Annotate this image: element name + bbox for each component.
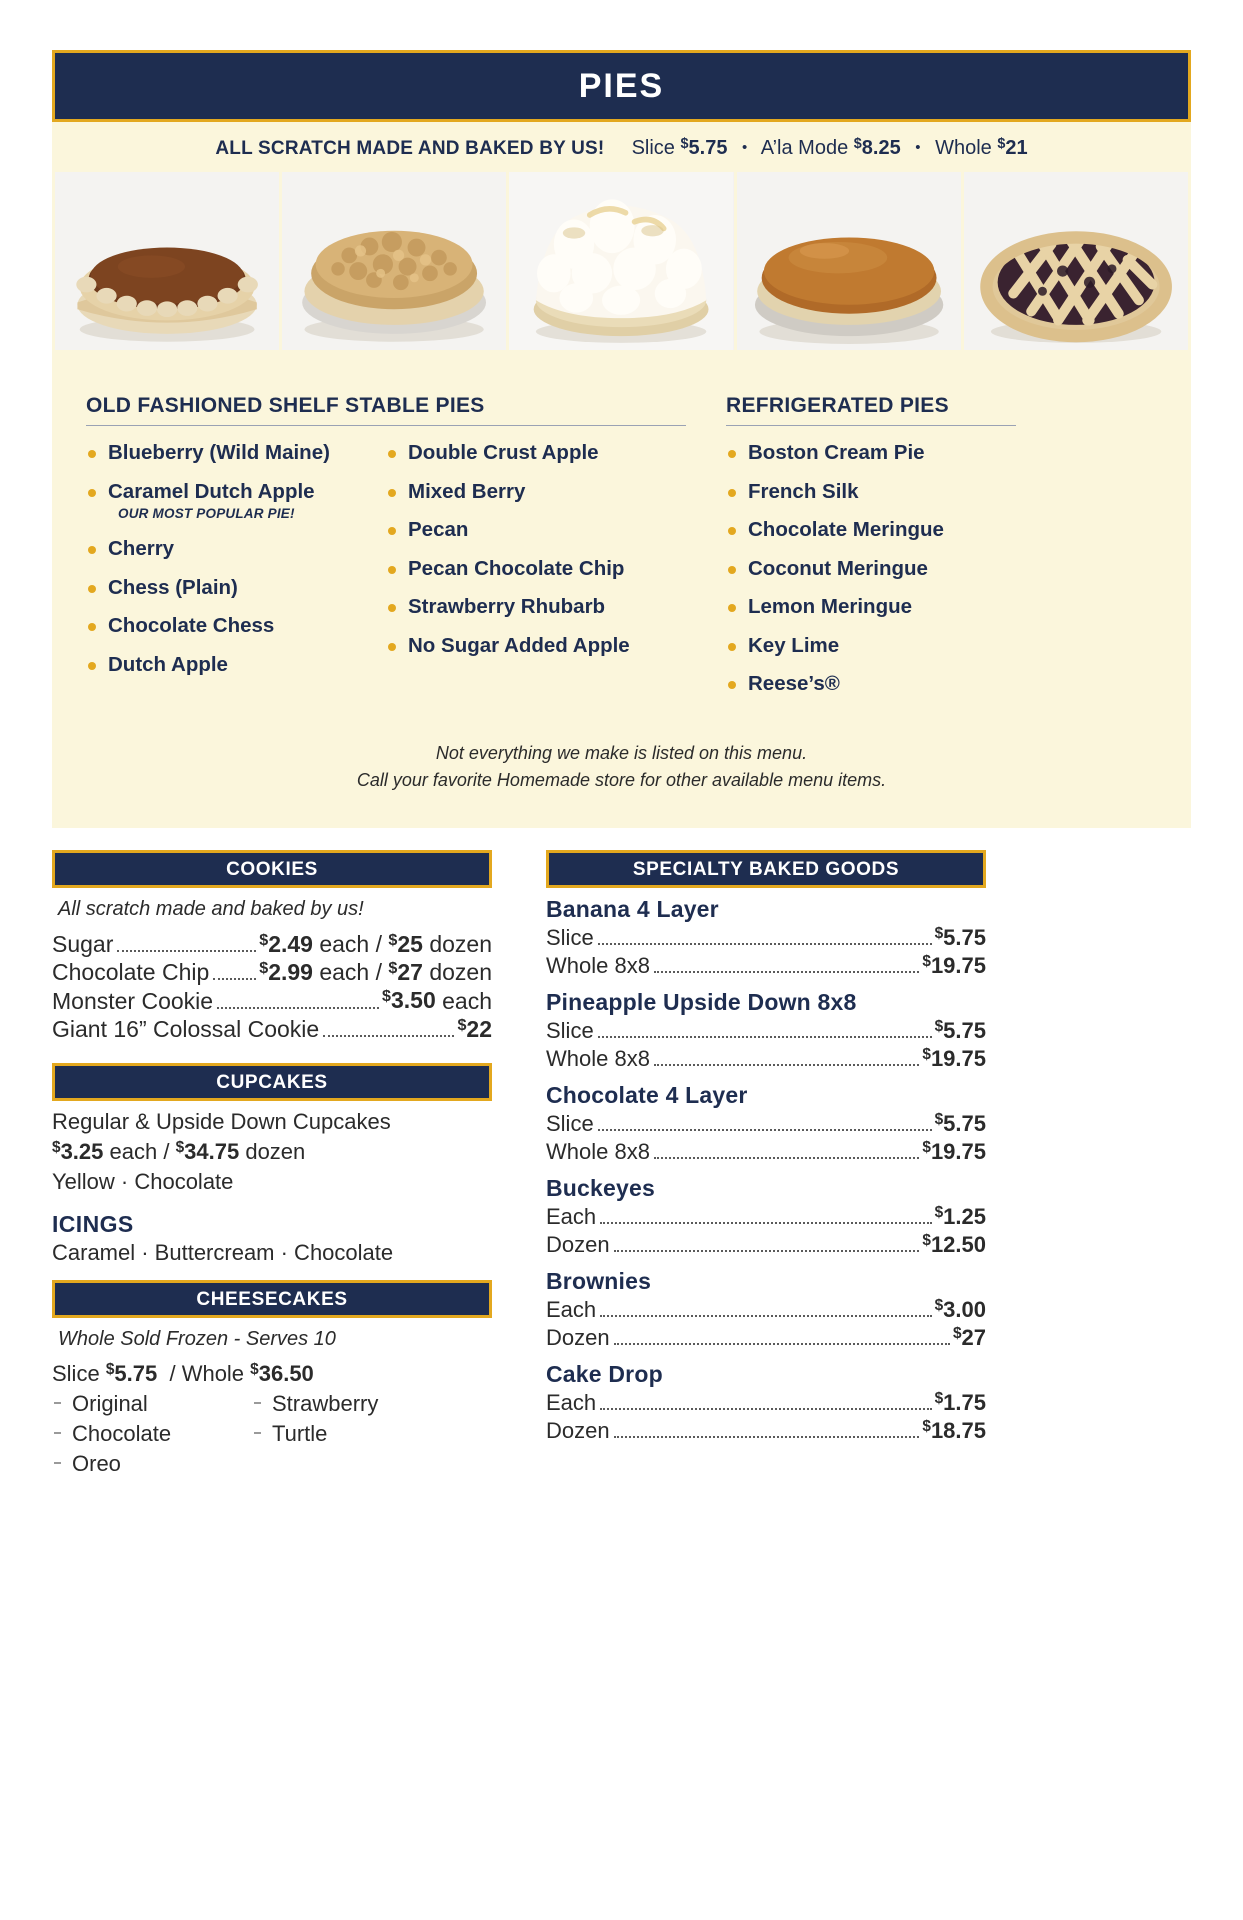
cookie-unit: each / bbox=[319, 931, 382, 958]
refrigerated-list bbox=[726, 442, 1016, 696]
table-row bbox=[546, 953, 986, 979]
list-item[interactable] bbox=[52, 1391, 252, 1417]
dollar-sign: $ bbox=[922, 1138, 931, 1156]
bullet-icon bbox=[728, 450, 736, 458]
pie-name: Key Lime bbox=[748, 633, 840, 657]
cookie-price-dozen: 25 bbox=[397, 931, 423, 958]
pies-slice-price: 5.75 bbox=[688, 137, 728, 160]
portion-price: 1.75 bbox=[943, 1389, 986, 1415]
list-item[interactable] bbox=[52, 1421, 252, 1447]
cheesecake-flavor-column-1 bbox=[52, 1391, 252, 1481]
list-item[interactable] bbox=[726, 558, 1016, 581]
dollar-sign: $ bbox=[175, 1138, 185, 1156]
pie-name: Dutch Apple bbox=[108, 652, 228, 676]
leader-dots bbox=[213, 977, 256, 980]
cupcake-each-label: each / bbox=[109, 1138, 170, 1164]
dollar-sign: $ bbox=[952, 1324, 962, 1342]
pie-name: Double Crust Apple bbox=[408, 441, 599, 465]
table-row bbox=[52, 931, 492, 958]
cheesecake-flavors bbox=[52, 1391, 492, 1481]
cheesecakes-pricing bbox=[52, 1361, 492, 1387]
portion-label: Whole 8x8 bbox=[546, 952, 650, 978]
cookie-unit-2: dozen bbox=[429, 931, 492, 958]
list-item[interactable] bbox=[52, 1451, 252, 1477]
bullet-icon bbox=[728, 643, 736, 651]
leader-dots bbox=[598, 1128, 932, 1131]
dollar-sign: $ bbox=[680, 136, 689, 152]
bullet-separator-icon: • bbox=[915, 139, 921, 157]
cream-pie-photo bbox=[737, 172, 961, 350]
leader-dots bbox=[654, 1063, 919, 1066]
left-column bbox=[52, 850, 492, 1481]
specialty-group bbox=[546, 1268, 986, 1351]
leader-dots bbox=[598, 1035, 932, 1038]
leader-dots bbox=[654, 1156, 919, 1159]
list-item[interactable] bbox=[86, 481, 386, 522]
dollar-sign: $ bbox=[934, 1017, 944, 1035]
list-item[interactable] bbox=[726, 519, 1016, 542]
pie-name: No Sugar Added Apple bbox=[408, 633, 630, 657]
portion-price: 1.25 bbox=[943, 1203, 986, 1229]
bullet-icon bbox=[728, 489, 736, 497]
table-row bbox=[52, 987, 492, 1014]
table-row bbox=[546, 1139, 986, 1165]
leader-dots bbox=[614, 1249, 920, 1252]
list-item[interactable] bbox=[252, 1391, 452, 1417]
list-item[interactable] bbox=[86, 538, 386, 561]
portion-label: Each bbox=[546, 1389, 597, 1415]
pie-name: French Silk bbox=[748, 479, 859, 503]
flavor-name: Original bbox=[72, 1390, 148, 1416]
portion-price: 5.75 bbox=[943, 924, 986, 950]
leader-dots bbox=[600, 1407, 931, 1410]
lattice-berry-pie-photo bbox=[964, 172, 1188, 350]
portion-price: 19.75 bbox=[930, 952, 986, 978]
dollar-sign: $ bbox=[934, 1296, 944, 1314]
pie-name: Boston Cream Pie bbox=[748, 441, 925, 465]
list-item[interactable] bbox=[386, 596, 686, 619]
cupcakes-pricing bbox=[52, 1139, 492, 1165]
specialty-item-name: Brownies bbox=[546, 1267, 652, 1294]
list-item[interactable] bbox=[726, 635, 1016, 658]
cookie-name: Sugar bbox=[52, 931, 114, 958]
leader-dots bbox=[598, 942, 932, 945]
dollar-sign: $ bbox=[922, 952, 931, 970]
dollar-sign: $ bbox=[934, 1203, 944, 1221]
pies-whole-price: 21 bbox=[1005, 137, 1028, 160]
dollar-sign: $ bbox=[934, 1389, 944, 1407]
dash-icon bbox=[54, 1402, 61, 1404]
portion-price: 5.75 bbox=[943, 1110, 986, 1136]
dollar-sign: $ bbox=[259, 930, 269, 949]
pie-name: Chocolate Meringue bbox=[748, 518, 944, 542]
pies-alamode-label: A’la Mode bbox=[760, 137, 849, 160]
dollar-sign: $ bbox=[934, 924, 944, 942]
cheesecake-flavor-column-2 bbox=[252, 1391, 452, 1481]
cookie-price-each: 2.99 bbox=[268, 959, 313, 986]
cookie-unit-2: dozen bbox=[429, 959, 492, 986]
bullet-icon bbox=[88, 585, 96, 593]
list-item[interactable] bbox=[386, 519, 686, 542]
dollar-sign: $ bbox=[934, 1110, 944, 1128]
leader-dots bbox=[323, 1034, 454, 1037]
portion-label: Whole 8x8 bbox=[546, 1045, 650, 1071]
bottom-sections bbox=[52, 828, 1191, 1481]
table-row bbox=[546, 1232, 986, 1258]
pies-alamode-price: 8.25 bbox=[861, 137, 901, 160]
cupcake-price-dozen: 34.75 bbox=[184, 1138, 240, 1164]
dutch-apple-crumb-pie-photo bbox=[282, 172, 506, 350]
right-column bbox=[546, 850, 986, 1481]
table-row bbox=[546, 1418, 986, 1444]
shelf-stable-pies-group bbox=[86, 394, 686, 712]
portion-label: Dozen bbox=[546, 1324, 610, 1350]
table-row bbox=[546, 1297, 986, 1323]
portion-label: Slice bbox=[546, 1110, 594, 1136]
pies-tagline-caps: ALL SCRATCH MADE AND BAKED BY US! bbox=[215, 138, 605, 160]
cupcake-dozen-label: dozen bbox=[245, 1138, 306, 1164]
cookie-unit: each bbox=[442, 987, 492, 1014]
dollar-sign: $ bbox=[259, 959, 269, 978]
cheesecake-slice-label: Slice bbox=[52, 1360, 100, 1386]
price-divider: / bbox=[169, 1360, 176, 1386]
shelf-stable-column-2 bbox=[386, 442, 686, 692]
table-row bbox=[52, 959, 492, 986]
cookie-name: Chocolate Chip bbox=[52, 959, 210, 986]
icing-flavors: Caramel · Buttercream · Chocolate bbox=[52, 1239, 394, 1265]
table-row bbox=[546, 1046, 986, 1072]
pies-tagline bbox=[52, 122, 1191, 172]
list-item[interactable] bbox=[726, 442, 1016, 465]
pies-title-bar: PIES bbox=[52, 50, 1191, 122]
portion-label: Slice bbox=[546, 1017, 594, 1043]
heading-divider bbox=[86, 425, 686, 426]
bullet-icon bbox=[388, 643, 396, 651]
leader-dots bbox=[217, 1006, 379, 1009]
pie-name: Mixed Berry bbox=[408, 479, 526, 503]
dollar-sign: $ bbox=[922, 1045, 931, 1063]
pie-name: Reese’s® bbox=[748, 672, 840, 696]
pie-name: Cherry bbox=[108, 536, 175, 560]
table-row bbox=[546, 1325, 986, 1351]
popular-pie-note: OUR MOST POPULAR PIE! bbox=[118, 506, 295, 522]
footnote-line-1: Not everything we make is listed on this menu. bbox=[435, 742, 808, 763]
specialty-group bbox=[546, 1082, 986, 1165]
table-row bbox=[546, 1390, 986, 1416]
dollar-sign: $ bbox=[388, 930, 398, 949]
cheesecakes-title-bar: CHEESECAKES bbox=[52, 1280, 492, 1318]
dollar-sign: $ bbox=[250, 1360, 259, 1378]
dash-icon bbox=[54, 1462, 61, 1464]
pie-name: Caramel Dutch Apple bbox=[108, 479, 315, 503]
pie-name: Lemon Meringue bbox=[748, 595, 913, 619]
cookies-title-bar: COOKIES bbox=[52, 850, 492, 888]
specialty-item-name: Buckeyes bbox=[546, 1174, 656, 1201]
dollar-sign: $ bbox=[997, 136, 1006, 152]
bullet-separator-icon: • bbox=[742, 139, 748, 157]
pie-name: Pecan bbox=[408, 518, 469, 542]
dollar-sign: $ bbox=[922, 1231, 931, 1249]
specialty-item-name: Cake Drop bbox=[546, 1360, 663, 1387]
list-item[interactable] bbox=[386, 481, 686, 504]
bullet-icon bbox=[88, 450, 96, 458]
list-item[interactable] bbox=[252, 1421, 452, 1447]
specialty-item-name: Chocolate 4 Layer bbox=[546, 1081, 748, 1108]
cookie-price-dozen: 27 bbox=[397, 959, 423, 986]
list-item[interactable] bbox=[726, 596, 1016, 619]
list-item[interactable] bbox=[86, 654, 386, 677]
cookie-price-each: 3.50 bbox=[390, 987, 436, 1014]
flavor-name: Turtle bbox=[272, 1420, 328, 1446]
list-item[interactable] bbox=[386, 442, 686, 465]
specialty-group bbox=[546, 989, 986, 1072]
dash-icon bbox=[254, 1402, 261, 1404]
shelf-stable-column-1 bbox=[86, 442, 386, 692]
leader-dots bbox=[614, 1435, 920, 1438]
pies-footnote bbox=[52, 712, 1191, 828]
dollar-sign: $ bbox=[922, 1417, 931, 1435]
list-item[interactable] bbox=[726, 673, 1016, 696]
bullet-icon bbox=[728, 527, 736, 535]
meringue-pie-photo bbox=[509, 172, 733, 350]
portion-price: 5.75 bbox=[943, 1017, 986, 1043]
cheesecake-whole-price: 36.50 bbox=[258, 1360, 314, 1386]
portion-label: Dozen bbox=[546, 1417, 610, 1443]
pies-section bbox=[52, 50, 1191, 828]
cheesecake-slice-price: 5.75 bbox=[114, 1360, 158, 1386]
bullet-icon bbox=[88, 662, 96, 670]
list-item[interactable] bbox=[86, 442, 386, 465]
specialty-item-name: Pineapple Upside Down 8x8 bbox=[546, 988, 857, 1015]
bullet-icon bbox=[388, 489, 396, 497]
cookie-price-each: 22 bbox=[466, 1015, 492, 1042]
heading-divider bbox=[726, 425, 1016, 426]
list-item[interactable] bbox=[86, 577, 386, 600]
cupcakes-description: Regular & Upside Down Cupcakes bbox=[52, 1108, 391, 1134]
cookie-name: Monster Cookie bbox=[52, 987, 214, 1014]
portion-price: 19.75 bbox=[930, 1138, 986, 1164]
leader-dots bbox=[600, 1221, 931, 1224]
refrigerated-pies-group bbox=[726, 394, 1016, 712]
bullet-icon bbox=[88, 489, 96, 497]
chess-pie-photo bbox=[55, 172, 279, 350]
refrigerated-heading: REFRIGERATED PIES bbox=[726, 394, 949, 418]
cupcake-flavors: Yellow · Chocolate bbox=[52, 1168, 234, 1194]
dash-icon bbox=[54, 1432, 61, 1434]
portion-label: Whole 8x8 bbox=[546, 1138, 650, 1164]
bullet-icon bbox=[388, 450, 396, 458]
table-row bbox=[546, 1204, 986, 1230]
cupcake-price-each: 3.25 bbox=[60, 1138, 104, 1164]
dash-icon bbox=[254, 1432, 261, 1434]
bullet-icon bbox=[728, 681, 736, 689]
list-item[interactable] bbox=[726, 481, 1016, 504]
portion-label: Slice bbox=[546, 924, 594, 950]
table-row bbox=[546, 1018, 986, 1044]
bullet-icon bbox=[88, 546, 96, 554]
leader-dots bbox=[614, 1342, 950, 1345]
cookie-name: Giant 16” Colossal Cookie bbox=[52, 1015, 320, 1042]
portion-price: 12.50 bbox=[930, 1231, 986, 1257]
cookie-price-each: 2.49 bbox=[268, 931, 313, 958]
pie-name: Coconut Meringue bbox=[748, 556, 928, 580]
bullet-icon bbox=[728, 566, 736, 574]
table-row bbox=[546, 925, 986, 951]
pies-lists bbox=[52, 350, 1191, 712]
portion-label: Each bbox=[546, 1203, 597, 1229]
flavor-name: Chocolate bbox=[72, 1420, 172, 1446]
cookies-price-list bbox=[52, 931, 492, 1043]
portion-label: Each bbox=[546, 1296, 597, 1322]
specialty-group bbox=[546, 1361, 986, 1444]
table-row bbox=[52, 1016, 492, 1043]
leader-dots bbox=[117, 949, 256, 952]
shelf-stable-heading: OLD FASHIONED SHELF STABLE PIES bbox=[86, 394, 485, 418]
specialty-list bbox=[546, 896, 986, 1444]
portion-price: 3.00 bbox=[943, 1296, 986, 1322]
list-item[interactable] bbox=[386, 635, 686, 658]
leader-dots bbox=[654, 970, 919, 973]
portion-label: Dozen bbox=[546, 1231, 610, 1257]
flavor-name: Oreo bbox=[72, 1450, 121, 1476]
dollar-sign: $ bbox=[457, 1015, 467, 1034]
bullet-icon bbox=[388, 604, 396, 612]
icings-heading: ICINGS bbox=[52, 1210, 134, 1237]
pie-photo-strip bbox=[52, 172, 1191, 350]
cheesecake-whole-label: Whole bbox=[181, 1360, 245, 1386]
dollar-sign: $ bbox=[388, 959, 398, 978]
list-item[interactable] bbox=[86, 615, 386, 638]
specialty-group bbox=[546, 896, 986, 979]
dollar-sign: $ bbox=[382, 987, 391, 1006]
bullet-icon bbox=[388, 566, 396, 574]
dollar-sign: $ bbox=[105, 1360, 115, 1378]
cookies-tagline: All scratch made and baked by us! bbox=[58, 897, 364, 920]
portion-price: 18.75 bbox=[930, 1417, 986, 1443]
specialty-item-name: Banana 4 Layer bbox=[546, 895, 719, 922]
pie-name: Chocolate Chess bbox=[108, 614, 275, 638]
portion-price: 19.75 bbox=[930, 1045, 986, 1071]
pie-name: Strawberry Rhubarb bbox=[408, 595, 606, 619]
pie-name: Blueberry (Wild Maine) bbox=[108, 441, 330, 465]
cookie-unit: each / bbox=[319, 959, 382, 986]
footnote-line-2: Call your favorite Homemade store for other available menu items. bbox=[356, 769, 887, 790]
pies-whole-label: Whole bbox=[935, 137, 992, 160]
table-row bbox=[546, 1111, 986, 1137]
flavor-name: Strawberry bbox=[272, 1390, 379, 1416]
list-item[interactable] bbox=[386, 558, 686, 581]
specialty-group bbox=[546, 1175, 986, 1258]
pie-name: Chess (Plain) bbox=[108, 575, 238, 599]
bullet-icon bbox=[88, 623, 96, 631]
bullet-icon bbox=[728, 604, 736, 612]
cupcakes-title-bar: CUPCAKES bbox=[52, 1063, 492, 1101]
dollar-sign: $ bbox=[853, 136, 862, 152]
specialty-title-bar: SPECIALTY BAKED GOODS bbox=[546, 850, 986, 888]
bullet-icon bbox=[388, 527, 396, 535]
leader-dots bbox=[600, 1314, 931, 1317]
portion-price: 27 bbox=[961, 1324, 986, 1350]
cheesecakes-note: Whole Sold Frozen - Serves 10 bbox=[58, 1327, 336, 1350]
pies-slice-label: Slice bbox=[631, 137, 675, 160]
dollar-sign: $ bbox=[52, 1138, 61, 1156]
pie-name: Pecan Chocolate Chip bbox=[408, 556, 625, 580]
